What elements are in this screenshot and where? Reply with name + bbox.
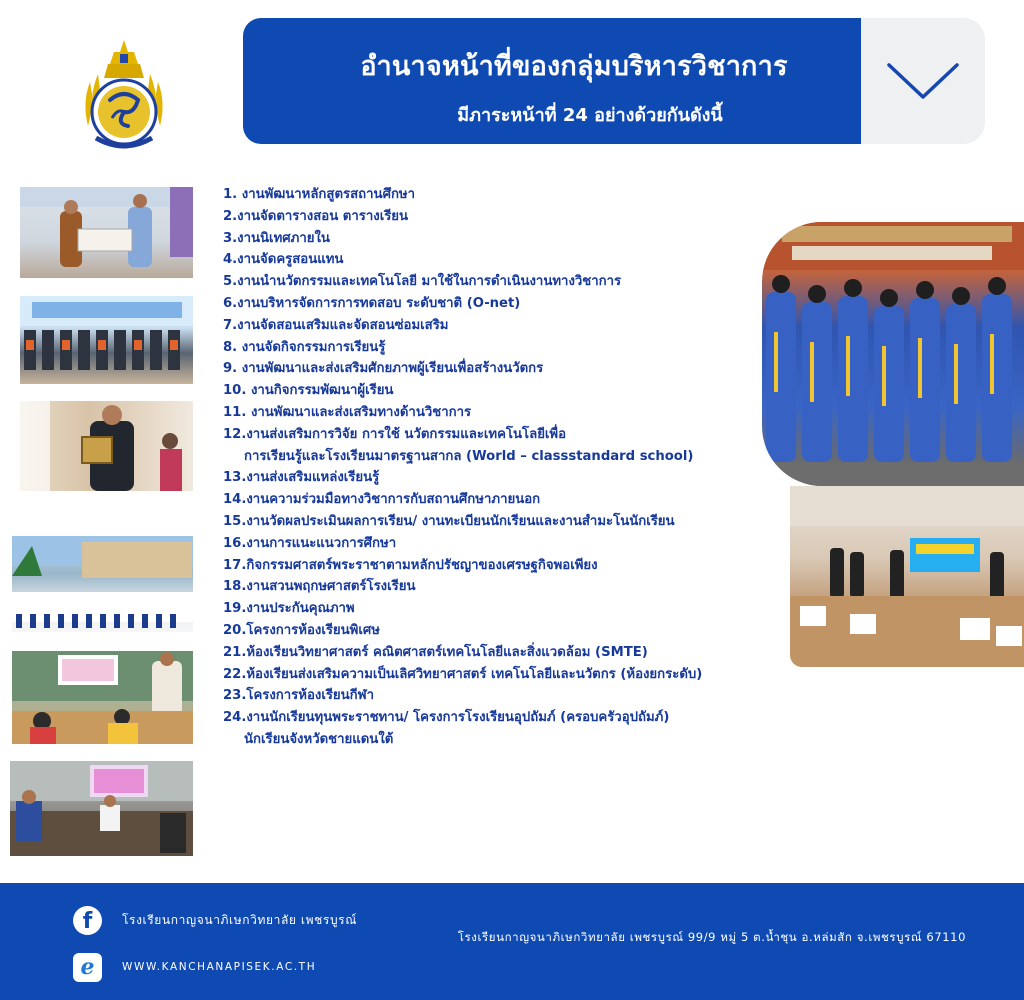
list-item: 19.งานประกันคุณภาพ — [223, 601, 355, 617]
list-item: 8. งานจัดกิจกรรมการเรียนรู้ — [223, 339, 386, 355]
award-holding-photo — [20, 401, 193, 491]
list-item: 3.งานนิเทศภายใน — [223, 230, 330, 246]
list-item: 1. งานพัฒนาหลักสูตรสถานศึกษา — [223, 187, 416, 202]
list-item: 24.งานนักเรียนทุนพระราชทาน/ โครงการโรงเรียนอุปถัมภ์ (ครอบครัวอุปถัมภ์) นักเรียนจังหวัดชายแดนใต้ — [223, 710, 670, 747]
list-item: 12.งานส่งเสริมการวิจัย การใช้ นวัตกรรมและเทคโนโลยีเพื่อ การเรียนรู้และโรงเรียนมาตรฐานสากล (World – classstandard school) — [223, 426, 694, 464]
internet-explorer-icon[interactable]: e — [73, 953, 102, 982]
list-item: 17.กิจกรรมศาสตร์พระราชาตามหลักปรัชญาของเศรษฐกิจพอเพียง — [223, 557, 598, 573]
list-item: 9. งานพัฒนาและส่งเสริมศักยภาพผู้เรียนเพื่อสร้างนวัตกร — [223, 361, 544, 377]
list-item: 20.โครงการห้องเรียนพิเศษ — [223, 622, 380, 638]
list-item: 6.งานบริหารจัดการการทดสอบ ระดับชาติ (O-net) — [223, 295, 521, 311]
facebook-icon[interactable]: f — [73, 906, 102, 935]
list-item: 22.ห้องเรียนส่งเสริมความเป็นเลิศวิทยาศาสตร์ เทคโนโลยีและนวัตกร (ห้องยกระดับ) — [223, 666, 703, 682]
page-subtitle: มีภาระหน้าที่ 24 อย่างด้วยกันดังนี้ — [457, 105, 723, 126]
header-banner — [243, 18, 985, 144]
list-item: 10. งานกิจกรรมพัฒนาผู้เรียน — [223, 383, 394, 399]
header-title-box — [243, 18, 861, 144]
school-address: โรงเรียนกาญจนาภิเษกวิทยาลัย เพชรบูรณ์ 99/9 หมู่ 5 ต.น้ำชุน อ.หล่มสัก จ.เพชรบูรณ์ 67110 — [457, 930, 966, 944]
list-item: 21.ห้องเรียนวิทยาศาสตร์ คณิตศาสตร์เทคโนโลยีและสิ่งแวดล้อม (SMTE) — [223, 644, 648, 660]
students-assembly-photo — [12, 536, 193, 632]
school-emblem-icon — [78, 38, 170, 154]
list-item: 23.โครงการห้องเรียนกีฬา — [223, 688, 375, 704]
meeting-room-photo — [10, 761, 193, 856]
list-item: 14.งานความร่วมมือทางวิชาการกับสถานศึกษาภายนอก — [223, 492, 541, 508]
duties-list — [223, 184, 793, 751]
facebook-link[interactable]: โรงเรียนกาญจนาภิเษกวิทยาลัย เพชรบูรณ์ — [122, 913, 357, 927]
expand-toggle-button[interactable] — [861, 18, 985, 144]
list-item: 11. งานพัฒนาและส่งเสริมทางด้านวิชาการ — [223, 404, 472, 420]
footer — [0, 883, 1024, 1000]
list-item: 4.งานจัดครูสอนแทน — [223, 252, 344, 268]
list-item: 13.งานส่งเสริมแหล่งเรียนรู้ — [223, 470, 380, 486]
chevron-down-icon — [885, 59, 961, 103]
list-item: 7.งานจัดสอนเสริมและจัดสอนซ่อมเสริม — [223, 317, 449, 333]
list-item: 5.งานนำนวัตกรรมและเทคโนโลยี มาใช้ในการดำเนินงานทางวิชาการ — [223, 274, 622, 290]
page-title: อำนาจหน้าที่ของกลุ่มบริหารวิชาการ — [360, 51, 788, 82]
list-item: 18.งานสวนพฤกษศาสตร์โรงเรียน — [223, 579, 416, 595]
list-item: 2.งานจัดตารางสอน ตารางเรียน — [223, 208, 409, 224]
award-ceremony-photo — [20, 187, 193, 278]
website-link[interactable]: WWW.KANCHANAPISEK.AC.TH — [122, 961, 317, 973]
students-group-photo — [762, 222, 1024, 486]
classroom-teaching-photo — [12, 651, 193, 744]
list-item: 16.งานการแนะแนวการศึกษา — [223, 535, 397, 551]
list-item: 15.งานวัดผลประเมินผลการเรียน/ งานทะเบียนนักเรียนและงานสำมะโนนักเรียน — [223, 513, 675, 529]
exam-hall-photo — [790, 486, 1024, 667]
group-certificate-photo — [20, 296, 193, 384]
